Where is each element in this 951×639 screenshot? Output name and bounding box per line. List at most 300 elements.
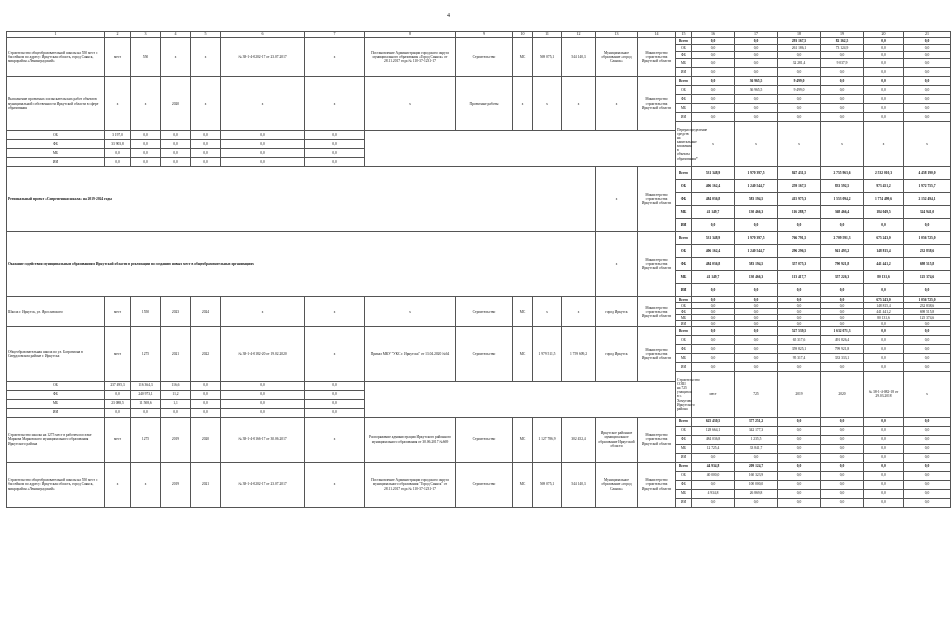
- amount-cell: 698 515,8: [904, 258, 951, 271]
- project-cell: 569 075,1: [533, 462, 562, 507]
- funding-source-cell: Всего: [676, 167, 692, 180]
- amount-cell: 0,0: [821, 284, 864, 297]
- amount-cell: 0,0: [305, 381, 365, 390]
- funding-source-cell: ФБ: [7, 390, 105, 399]
- project-cell: x: [533, 297, 562, 327]
- project-cell: x: [105, 77, 131, 131]
- amount-cell: 73 124,9: [821, 45, 864, 52]
- project-cell: Министерство строительства Иркутской области: [638, 462, 676, 507]
- amount-cell: 0,0: [131, 149, 161, 158]
- amount-cell: 0,0: [778, 303, 821, 309]
- amount-cell: 0,0: [692, 219, 735, 232]
- project-cell: Строительство: [456, 462, 513, 507]
- amount-cell: 0,0: [821, 95, 864, 104]
- amount-cell: 12 725,4: [692, 444, 735, 453]
- amount-cell: 0,0: [778, 297, 821, 303]
- amount-cell: 232 838,6: [904, 245, 951, 258]
- amount-cell: 0,0: [191, 131, 221, 140]
- amount-cell: 128 664,1: [692, 426, 735, 435]
- amount-cell: 531 348,9: [692, 232, 735, 245]
- amount-cell: 0,0: [161, 149, 191, 158]
- amount-cell: 0,0: [904, 480, 951, 489]
- funding-source-cell: ОБ: [676, 45, 692, 52]
- amount-cell: 415 975,3: [778, 193, 821, 206]
- amount-cell: 0,0: [692, 297, 735, 303]
- amount-cell: 0,0: [821, 315, 864, 321]
- project-cell: x: [562, 77, 596, 131]
- funding-source-cell: МБ: [676, 489, 692, 498]
- amount-cell: 368 466,4: [821, 206, 864, 219]
- column-number: 3: [131, 32, 161, 38]
- amount-cell: 0,0: [692, 38, 735, 45]
- funding-source-cell: МБ: [7, 149, 105, 158]
- project-name-cell: Школа г. Иркутск, ул. Ярославского: [7, 297, 105, 327]
- column-number: 9: [456, 32, 513, 38]
- funding-source-cell: ФБ: [676, 193, 692, 206]
- amount-cell: 0,0: [821, 462, 864, 471]
- project-cell: x: [305, 297, 365, 327]
- amount-cell: 625 430,5: [692, 417, 735, 426]
- amount-cell: 0,0: [735, 45, 778, 52]
- amount-cell: 0,0: [778, 471, 821, 480]
- amount-cell: 0,0: [821, 489, 864, 498]
- column-number: 5: [191, 32, 221, 38]
- amount-cell: 0,0: [904, 417, 951, 426]
- amount-cell: 484 036,8: [692, 193, 735, 206]
- amount-cell: 0,0: [821, 52, 864, 59]
- project-cell: x: [692, 122, 735, 167]
- amount-cell: 0,0: [191, 399, 221, 408]
- amount-cell: 0,0: [778, 417, 821, 426]
- table-row: [7, 462, 951, 471]
- amount-cell: 0,0: [821, 68, 864, 77]
- table-row: [7, 167, 951, 180]
- amount-cell: 130 466,3: [735, 271, 778, 284]
- column-number: 6: [221, 32, 305, 38]
- amount-cell: 0,0: [692, 315, 735, 321]
- project-cell: x: [221, 297, 305, 327]
- amount-cell: 65 317,6: [778, 336, 821, 345]
- funding-source-cell: Всего: [676, 327, 692, 336]
- project-cell: x: [904, 122, 951, 167]
- project-cell: 544 140,3: [562, 38, 596, 77]
- project-cell: x: [864, 122, 904, 167]
- amount-cell: 0,0: [735, 336, 778, 345]
- funding-source-cell: ОБ: [676, 245, 692, 258]
- project-cell: № 38-1-4-0182-20 от 19.02.2020: [221, 327, 305, 381]
- project-cell: 550: [131, 38, 161, 77]
- project-cell: 1550: [131, 297, 161, 327]
- amount-cell: 0,0: [692, 309, 735, 315]
- project-cell: 2022: [191, 327, 221, 381]
- amount-cell: 766 791,5: [778, 232, 821, 245]
- amount-cell: 0,0: [735, 104, 778, 113]
- column-number: 21: [904, 32, 951, 38]
- amount-cell: 0,0: [904, 321, 951, 327]
- amount-cell: 2 755 963,6: [821, 167, 864, 180]
- amount-cell: 0,0: [864, 498, 904, 507]
- funding-source-cell: ФБ: [676, 258, 692, 271]
- amount-cell: 0,0: [778, 315, 821, 321]
- funding-source-cell: Всего: [676, 77, 692, 86]
- column-number: 7: [305, 32, 365, 38]
- funding-source-cell: ФБ: [676, 309, 692, 315]
- project-cell: x: [305, 327, 365, 381]
- amount-cell: 0,0: [821, 309, 864, 315]
- project-cell: № 38-1-4-0202-17 от 23.07.2017: [221, 462, 305, 507]
- amount-cell: 0,0: [161, 158, 191, 167]
- amount-cell: 0,0: [735, 321, 778, 327]
- amount-cell: 0,0: [778, 480, 821, 489]
- amount-cell: 0,0: [305, 408, 365, 417]
- amount-cell: 1 970 397,5: [735, 232, 778, 245]
- project-cell: город Иркутск: [596, 327, 638, 381]
- amount-cell: 209 124,7: [735, 462, 778, 471]
- amount-cell: 0,0: [692, 453, 735, 462]
- amount-cell: 0,0: [821, 113, 864, 122]
- amount-cell: 0,0: [778, 435, 821, 444]
- funding-source-cell: ОБ: [676, 86, 692, 95]
- project-cell: мест: [105, 327, 131, 381]
- amount-cell: 0,0: [735, 95, 778, 104]
- column-number: 12: [562, 32, 596, 38]
- amount-cell: 148 815,4: [864, 303, 904, 309]
- amount-cell: 0,0: [191, 149, 221, 158]
- amount-cell: 0,0: [904, 219, 951, 232]
- amount-cell: 26 869,8: [735, 489, 778, 498]
- amount-cell: 0,0: [864, 284, 904, 297]
- amount-cell: 0,0: [864, 59, 904, 68]
- funding-source-cell: МБ: [676, 271, 692, 284]
- amount-cell: 9 499,0: [778, 77, 821, 86]
- amount-cell: 40 000,0: [692, 471, 735, 480]
- project-cell: x: [533, 77, 562, 131]
- project-cell: 1275: [131, 327, 161, 381]
- amount-cell: 0,0: [692, 498, 735, 507]
- amount-cell: 0,0: [692, 86, 735, 95]
- amount-cell: 0,0: [904, 462, 951, 471]
- amount-cell: 0,0: [692, 354, 735, 363]
- amount-cell: 1 970 397,5: [735, 167, 778, 180]
- amount-cell: 0,0: [778, 363, 821, 372]
- amount-cell: 116 364,3: [131, 381, 161, 390]
- amount-cell: 0,0: [735, 453, 778, 462]
- amount-cell: 0,0: [778, 95, 821, 104]
- amount-cell: 0,0: [864, 426, 904, 435]
- project-cell: x: [513, 77, 533, 131]
- project-cell: x: [161, 38, 191, 77]
- amount-cell: 0,0: [735, 38, 778, 45]
- table-row: [7, 38, 951, 45]
- funding-source-cell: МБ: [676, 59, 692, 68]
- amount-cell: 4 934,8: [692, 489, 735, 498]
- amount-cell: 41 149,7: [692, 271, 735, 284]
- amount-cell: 359 825,1: [778, 345, 821, 354]
- amount-cell: 0,0: [778, 321, 821, 327]
- amount-cell: 0,0: [904, 59, 951, 68]
- amount-cell: 0,0: [305, 399, 365, 408]
- column-number: 8: [365, 32, 456, 38]
- amount-cell: 973 451,2: [864, 180, 904, 193]
- project-cell: 2023: [161, 297, 191, 327]
- project-cell: МС: [513, 38, 533, 77]
- amount-cell: 0,0: [221, 390, 305, 399]
- project-cell: 2020: [161, 77, 191, 131]
- amount-cell: 0,0: [191, 390, 221, 399]
- funding-source-cell: ИИ: [676, 284, 692, 297]
- project-cell: Муниципальное образование «город Саянск»: [596, 38, 638, 77]
- amount-cell: 0,0: [105, 149, 131, 158]
- funding-source-cell: ФБ: [676, 95, 692, 104]
- amount-cell: 0,0: [778, 309, 821, 315]
- amount-cell: 293 167,5: [778, 38, 821, 45]
- amount-cell: 0,0: [778, 489, 821, 498]
- table-row: [7, 417, 951, 426]
- amount-cell: 484 036,8: [692, 435, 735, 444]
- amount-cell: 0,0: [131, 131, 161, 140]
- project-name-cell: Перераспределение средств на капитальные вложения в объекты образования*: [676, 122, 692, 167]
- amount-cell: 0,0: [191, 381, 221, 390]
- amount-cell: 357 075,3: [778, 258, 821, 271]
- table-row: [7, 327, 951, 336]
- amount-cell: 232 838,6: [904, 303, 951, 309]
- amount-cell: 0,0: [692, 77, 735, 86]
- project-cell: мест: [692, 372, 735, 417]
- funding-source-cell: ОБ: [676, 180, 692, 193]
- amount-cell: 0,0: [692, 68, 735, 77]
- amount-cell: 11,2: [161, 390, 191, 399]
- amount-cell: 0,0: [821, 480, 864, 489]
- amount-cell: 0,0: [904, 113, 951, 122]
- amount-cell: 0,0: [821, 219, 864, 232]
- column-number: 2: [105, 32, 131, 38]
- amount-cell: 0,0: [778, 444, 821, 453]
- amount-cell: 100 000,0: [735, 480, 778, 489]
- column-number: 10: [513, 32, 533, 38]
- amount-cell: 698 515,8: [904, 309, 951, 315]
- project-cell: Строительство: [456, 297, 513, 327]
- project-cell: Иркутское районное муниципальное образование Иркутской области: [596, 417, 638, 462]
- amount-cell: 0,0: [131, 140, 161, 149]
- amount-cell: 0,0: [778, 219, 821, 232]
- amount-cell: 0,0: [821, 77, 864, 86]
- amount-cell: 9 037,9: [821, 59, 864, 68]
- amount-cell: 0,0: [821, 303, 864, 309]
- amount-cell: 80 131,6: [864, 315, 904, 321]
- amount-cell: 125 374,6: [904, 271, 951, 284]
- project-cell: 2020: [821, 372, 864, 417]
- amount-cell: 0,0: [904, 363, 951, 372]
- project-cell: x: [365, 297, 456, 327]
- column-number: 14: [638, 32, 676, 38]
- funding-source-cell: ФБ: [676, 52, 692, 59]
- project-cell: x: [305, 417, 365, 462]
- project-cell: Министерство строительства Иркутской области: [638, 38, 676, 77]
- project-cell: мест: [105, 297, 131, 327]
- amount-cell: 1 972 755,7: [904, 180, 951, 193]
- project-cell: Министерство строительства Иркутской области: [638, 327, 676, 381]
- amount-cell: 0,0: [692, 52, 735, 59]
- project-cell: 569 075,1: [533, 38, 562, 77]
- amount-cell: 130 466,3: [735, 206, 778, 219]
- project-cell: x: [191, 38, 221, 77]
- amount-cell: 0,0: [692, 104, 735, 113]
- project-cell: x: [365, 77, 456, 131]
- table-row: [7, 77, 951, 86]
- amount-cell: 0,0: [735, 303, 778, 309]
- amount-cell: 0,0: [904, 77, 951, 86]
- amount-cell: 0,0: [904, 453, 951, 462]
- funding-source-cell: ИИ: [676, 453, 692, 462]
- amount-cell: 0,0: [692, 363, 735, 372]
- amount-cell: 0,0: [904, 45, 951, 52]
- column-number: 13: [596, 32, 638, 38]
- amount-cell: 9 499,0: [778, 86, 821, 95]
- project-cell: x: [305, 462, 365, 507]
- amount-cell: 0,0: [305, 131, 365, 140]
- section-title-cell: Оказание содействия муниципальным образованиям Иркутской области в реализации по созданию новых мест в общеобразовательных организациях: [7, 232, 596, 297]
- funding-source-cell: ФБ: [676, 435, 692, 444]
- amount-cell: 0,0: [864, 453, 904, 462]
- amount-cell: 0,0: [821, 453, 864, 462]
- amount-cell: 1,1: [161, 399, 191, 408]
- amount-cell: 324 941,0: [904, 206, 951, 219]
- column-number: 16: [692, 32, 735, 38]
- amount-cell: 11 508,6: [131, 399, 161, 408]
- amount-cell: 0,0: [821, 471, 864, 480]
- amount-cell: 0,0: [105, 158, 131, 167]
- project-name-cell: Строительство школы на 1275 мест в рабочем поселке Маркова Марковского муниципального образования Иркутского района: [7, 417, 105, 462]
- amount-cell: 0,0: [735, 68, 778, 77]
- project-cell: x: [305, 77, 365, 131]
- amount-cell: 0,0: [821, 417, 864, 426]
- amount-cell: 0,0: [735, 363, 778, 372]
- amount-cell: 0,0: [778, 68, 821, 77]
- project-cell: Распоряжение администрации Иркутского районного муниципального образования от 30.06.2017 №669: [365, 417, 456, 462]
- project-name-cell: Выполнение проектных и изыскательских работ объектов муниципальной собственности Иркутской области в сфере образования: [7, 77, 105, 131]
- project-cell: x: [105, 462, 131, 507]
- amount-cell: 0,0: [305, 149, 365, 158]
- amount-cell: 0,0: [904, 68, 951, 77]
- amount-cell: 484 036,8: [692, 258, 735, 271]
- amount-cell: 0,0: [821, 321, 864, 327]
- funding-source-cell: МБ: [676, 444, 692, 453]
- amount-cell: 0,0: [864, 86, 904, 95]
- amount-cell: 1 056 725,0: [904, 297, 951, 303]
- column-number: 15: [676, 32, 692, 38]
- funding-source-cell: МБ: [676, 206, 692, 219]
- amount-cell: 0,0: [221, 131, 305, 140]
- column-number: 1: [7, 32, 105, 38]
- funding-source-cell: ФБ: [676, 480, 692, 489]
- funding-source-cell: ОБ: [676, 471, 692, 480]
- amount-cell: 357 226,3: [821, 271, 864, 284]
- project-cell: МС: [513, 297, 533, 327]
- funding-source-cell: ИИ: [676, 219, 692, 232]
- amount-cell: 2 532 010,3: [864, 167, 904, 180]
- amount-cell: 0,0: [692, 59, 735, 68]
- project-cell: мест: [105, 38, 131, 77]
- program-table: [6, 31, 951, 508]
- amount-cell: 0,0: [735, 219, 778, 232]
- project-cell: 544 140,3: [562, 462, 596, 507]
- amount-cell: 0,0: [105, 390, 131, 399]
- amount-cell: 0,0: [305, 158, 365, 167]
- amount-cell: 2 709 591,3: [821, 232, 864, 245]
- amount-cell: 377 251,2: [735, 417, 778, 426]
- amount-cell: 2 152 494,1: [904, 193, 951, 206]
- amount-cell: 0,0: [778, 104, 821, 113]
- amount-cell: 0,0: [864, 417, 904, 426]
- funding-source-cell: МБ: [676, 354, 692, 363]
- amount-cell: 160 323,9: [735, 471, 778, 480]
- project-cell: 2024: [191, 297, 221, 327]
- amount-cell: 0,0: [904, 38, 951, 45]
- amount-cell: 0,0: [735, 52, 778, 59]
- amount-cell: 0,0: [821, 297, 864, 303]
- amount-cell: 0,0: [692, 284, 735, 297]
- amount-cell: 0,0: [864, 336, 904, 345]
- amount-cell: 333 333,1: [821, 354, 864, 363]
- project-cell: МС: [513, 462, 533, 507]
- amount-cell: 23 088,5: [105, 399, 131, 408]
- amount-cell: 95 317,4: [778, 354, 821, 363]
- amount-cell: 32 281,4: [778, 59, 821, 68]
- project-cell: № 38-1-4-0202-17 от 23.07.2017: [221, 38, 305, 77]
- amount-cell: 441 441,2: [864, 258, 904, 271]
- amount-cell: 1 553 094,2: [821, 193, 864, 206]
- funding-source-cell: ОБ: [676, 336, 692, 345]
- amount-cell: 0,0: [904, 435, 951, 444]
- amount-cell: 0,0: [778, 284, 821, 297]
- amount-cell: 148 815,4: [864, 245, 904, 258]
- amount-cell: 0,0: [778, 453, 821, 462]
- funding-source-cell: МБ: [7, 399, 105, 408]
- amount-cell: 0,0: [864, 45, 904, 52]
- amount-cell: 0,0: [864, 363, 904, 372]
- project-name-cell: Строительство СОШ на 725 учащихся в с. Хомутово Иркутского района: [676, 372, 692, 417]
- funding-source-cell: Всего: [676, 297, 692, 303]
- project-cell: x: [596, 77, 638, 131]
- amount-cell: 0,0: [191, 140, 221, 149]
- project-cell: Муниципальное образование «город Саянск»: [596, 462, 638, 507]
- funding-source-cell: Всего: [676, 417, 692, 426]
- section-mark-cell: x: [596, 167, 638, 232]
- funding-source-cell: ИИ: [676, 498, 692, 507]
- amount-cell: 0,0: [864, 345, 904, 354]
- project-cell: Министерство строительства Иркутской области: [638, 77, 676, 131]
- amount-cell: 583 194,5: [735, 258, 778, 271]
- funding-source-cell: Всего: [676, 232, 692, 245]
- amount-cell: 0,0: [692, 321, 735, 327]
- section-mark-cell: x: [596, 232, 638, 297]
- amount-cell: 0,0: [778, 426, 821, 435]
- amount-cell: 527 539,5: [778, 327, 821, 336]
- amount-cell: 0,0: [161, 140, 191, 149]
- column-number: 19: [821, 32, 864, 38]
- amount-cell: 116 288,7: [778, 206, 821, 219]
- funding-source-cell: ИИ: [676, 321, 692, 327]
- amount-cell: 0,0: [735, 327, 778, 336]
- amount-cell: 0,0: [778, 462, 821, 471]
- amount-cell: 441 441,2: [864, 309, 904, 315]
- project-cell: город Иркутск: [596, 297, 638, 327]
- amount-cell: 531 348,9: [692, 167, 735, 180]
- amount-cell: 184 049,5: [864, 206, 904, 219]
- amount-cell: 1 632 071,3: [821, 327, 864, 336]
- amount-cell: 240 973,1: [131, 390, 161, 399]
- project-cell: Министерство строительства Иркутской области: [638, 297, 676, 327]
